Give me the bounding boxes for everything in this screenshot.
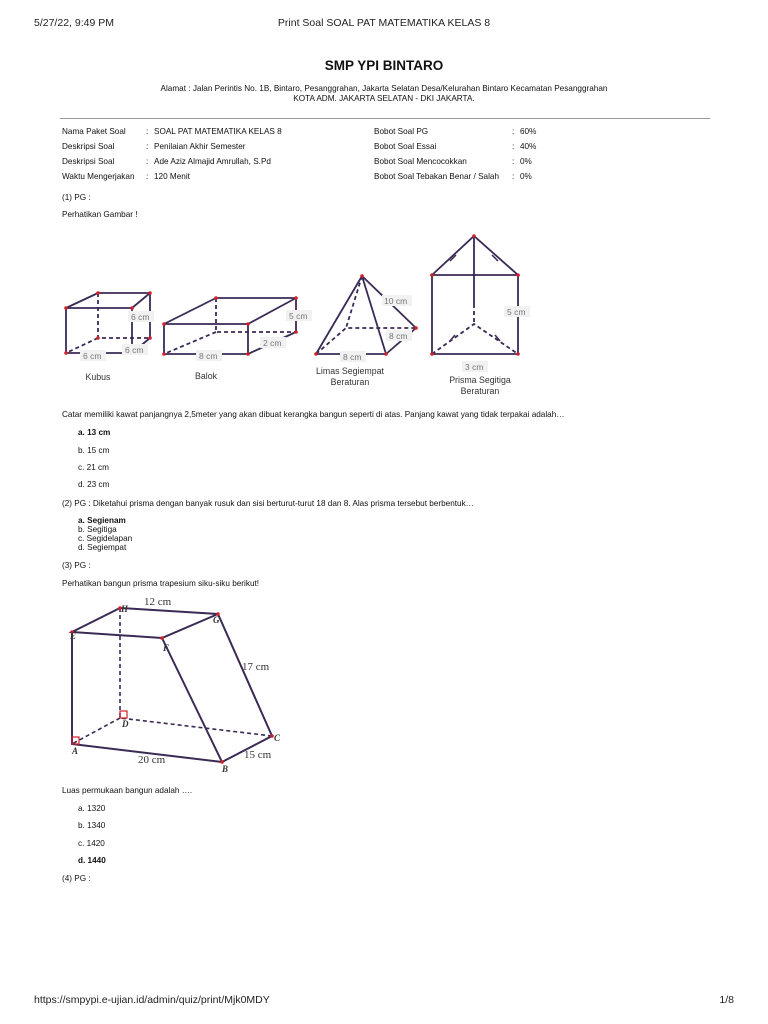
vertex-a-label: A: [72, 746, 79, 756]
q1-option-b: b. 15 cm: [78, 446, 110, 455]
kubus-depth-label: 6 cm: [125, 345, 144, 355]
limas-name-line2: Beraturan: [330, 377, 370, 387]
q3-option-d: d. 1440: [78, 856, 106, 865]
info-row: Waktu Mengerjakan : 120 Menit: [62, 172, 190, 181]
school-address-line1: Alamat : Jalan Perintis No. 1B, Bintaro, Pesanggrahan, Jakarta Selatan Desa/Kelurahan Bintaro Kecamatan Pesanggrahan: [160, 84, 608, 93]
limas-base-label: 8 cm: [343, 352, 362, 362]
q1-figure-solids: [58, 228, 544, 400]
print-footer-url: https://smpypi.e-ujian.id/admin/quiz/print/Mjk0MDY: [34, 994, 270, 1006]
q1-option-a: a. 13 cm: [78, 428, 111, 437]
balok-name: Balok: [194, 371, 218, 381]
vertex-e-label: E: [70, 631, 77, 641]
q2-option-d: d. Segiempat: [78, 543, 127, 552]
kubus-height-label: 6 cm: [131, 312, 150, 322]
q2-option-b: b. Segitiga: [78, 525, 117, 534]
q3-bottom-length-label: 20 cm: [138, 754, 166, 766]
q4-header: (4) PG :: [62, 874, 91, 883]
header-divider: [60, 118, 710, 119]
school-name: SMP YPI BINTARO: [324, 58, 444, 73]
vertex-d-label: D: [122, 719, 129, 729]
info-row: Bobot Soal Mencocokkan : 0%: [374, 157, 532, 166]
prisma-name-line1: Prisma Segitiga: [449, 375, 511, 385]
limas-shape: [316, 276, 416, 354]
kubus-width-label: 6 cm: [83, 351, 102, 361]
limas-depth-label: 8 cm: [389, 331, 408, 341]
info-row: Bobot Soal Tebakan Benar / Salah : 0%: [374, 172, 532, 181]
kubus-name: Kubus: [85, 372, 111, 382]
q3-top-length-label: 12 cm: [144, 596, 172, 608]
prisma-base-label: 3 cm: [465, 362, 484, 372]
limas-name-line1: Limas Segiempat: [316, 366, 384, 376]
q2-option-a: a. Segienam: [78, 516, 126, 525]
q1-header: (1) PG :: [62, 193, 91, 202]
q3-depth-label: 15 cm: [244, 749, 272, 761]
limas-edge-label: 10 cm: [384, 296, 408, 306]
vertex-g-label: G: [213, 615, 220, 625]
info-row: Deskripsi Soal : Penilaian Akhir Semester: [62, 142, 246, 151]
q2-option-c: c. Segidelapan: [78, 534, 133, 543]
balok-height-label: 5 cm: [289, 311, 308, 321]
q1-prompt: Perhatikan Gambar !: [62, 210, 138, 219]
q3-question: Luas permukaan bangun adalah ….: [62, 786, 193, 795]
q3-slant-label: 17 cm: [242, 661, 270, 673]
info-row: Bobot Soal PG : 60%: [374, 127, 537, 136]
q3-option-b: b. 1340: [78, 821, 106, 830]
q3-header: (3) PG :: [62, 561, 91, 570]
q3-option-a: a. 1320: [78, 804, 106, 813]
school-address-line2: KOTA ADM. JAKARTA SELATAN - DKI JAKARTA.: [293, 94, 475, 103]
prisma-name-line2: Beraturan: [460, 386, 500, 396]
q1-question: Catar memiliki kawat panjangnya 2,5meter yang akan dibuat kerangka bangun seperti di atas. Panjang kawat yang tidak terpakai adalah…: [62, 410, 565, 419]
q1-option-c: c. 21 cm: [78, 463, 109, 472]
vertex-h-label: H: [121, 604, 129, 614]
prisma-shape: [432, 236, 518, 354]
print-page-title: Print Soal SOAL PAT MATEMATIKA KELAS 8: [277, 17, 491, 29]
info-row: Bobot Soal Essai : 40%: [374, 142, 537, 151]
q1-option-d: d. 23 cm: [78, 480, 110, 489]
balok-depth-label: 2 cm: [263, 338, 282, 348]
balok-length-label: 8 cm: [199, 351, 218, 361]
print-footer-page: 1/8: [719, 994, 734, 1006]
vertex-c-label: C: [274, 733, 281, 743]
vertex-b-label: B: [222, 764, 229, 774]
vertex-f-label: F: [163, 643, 170, 653]
info-row: Deskripsi Soal : Ade Aziz Almajid Amrullah, S.Pd: [62, 157, 271, 166]
prisma-height-label: 5 cm: [507, 307, 526, 317]
info-right-table: [374, 126, 536, 186]
q3-prompt: Perhatikan bangun prisma trapesium siku-siku berikut!: [62, 579, 260, 588]
q3-option-c: c. 1420: [78, 839, 105, 848]
q2-question: (2) PG : Diketahui prisma dengan banyak rusuk dan sisi berturut-turut 18 dan 8. Alas prisma tersebut berbentuk…: [62, 499, 474, 508]
print-datetime: 5/27/22, 9:49 PM: [34, 17, 114, 29]
info-left-table: [62, 126, 282, 186]
q3-figure-prism: [58, 594, 302, 774]
info-row: Nama Paket Soal : SOAL PAT MATEMATIKA KELAS 8: [62, 127, 282, 136]
